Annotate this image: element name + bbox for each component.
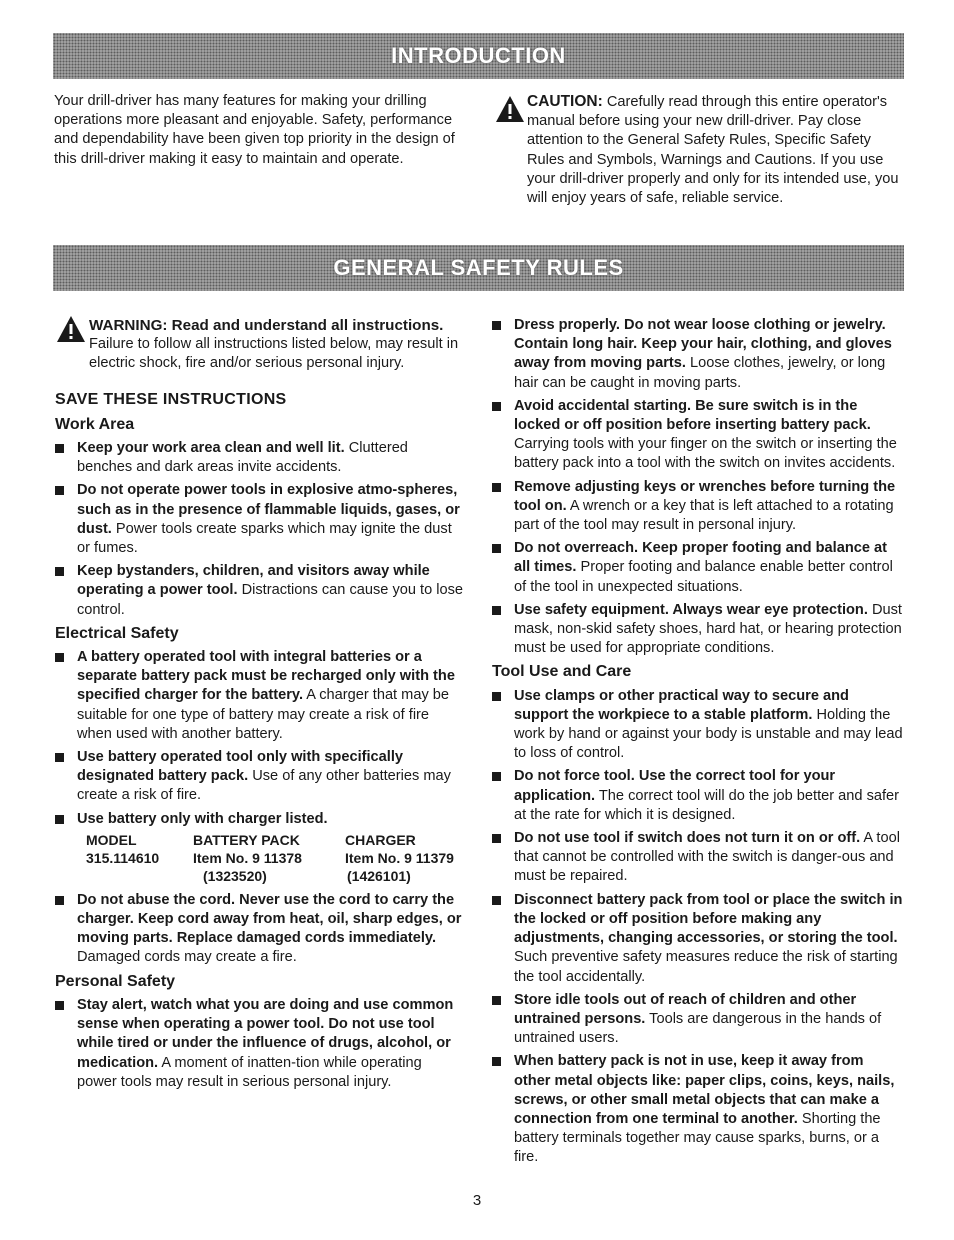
general-safety-rules-title: GENERAL SAFETY RULES <box>333 255 624 280</box>
introduction-title: INTRODUCTION <box>391 43 566 68</box>
table-header: CHARGER <box>345 831 416 848</box>
table-cell: (1426101) <box>347 867 411 884</box>
personal-safety-heading: Personal Safety <box>55 972 176 990</box>
caution-text: Carefully read through this entire operator's manual before using your new drill-driver. Pay close attention to the General Safety Rules, Specific Safety Rules and Symbols, Warnings and Cautions. If you use your drill-driver properly and only for its intended use, you will enjoy years of safe, reliable service. <box>527 94 899 207</box>
warning-label: WARNING: Read and understand all instructions. <box>89 317 444 334</box>
save-instructions-heading: SAVE THESE INSTRUCTIONS <box>55 390 287 408</box>
list-item: Avoid accidental starting. Be sure switch is in the locked or off position before inserting battery pack. Carrying tools with your finger on the switch or inserting the battery pack into a tool with the switch on invites accidents. <box>492 397 904 474</box>
list-item: Use battery only with charger listed. <box>55 810 465 829</box>
tool-use-heading: Tool Use and Care <box>492 663 632 681</box>
list-item: Do not overreach. Keep proper footing and balance at all times. Proper footing and balance enable better control of the tool in unexpected situations. <box>492 539 904 597</box>
work-area-heading: Work Area <box>55 415 135 433</box>
caution-label: CAUTION: <box>527 93 603 110</box>
table-cell: Item No. 9 11379 <box>345 849 454 866</box>
general-safety-rules-banner <box>53 245 904 291</box>
warning-text: Failure to follow all instructions listed below, may result in electric shock, fire and/or serious personal injury. <box>89 336 459 372</box>
list-item: Keep your work area clean and well lit. Cluttered benches and dark areas invite accidents. <box>55 439 465 477</box>
list-item: Use clamps or other practical way to secure and support the workpiece to a stable platform. Holding the work by hand or against your body is unstable and may lead to loss of control. <box>492 687 904 764</box>
list-item: Remove adjusting keys or wrenches before turning the tool on. A wrench or a key that is left attached to a rotating part of the tool may result in personal injury. <box>492 478 904 536</box>
list-item: Keep bystanders, children, and visitors away while operating a power tool. Distractions can cause you to lose control. <box>55 562 465 620</box>
warning-triangle-icon <box>55 314 87 344</box>
list-item: Do not operate power tools in explosive atmo-spheres, such as in the presence of flammable liquids, gases, or dust. Power tools create sparks which may ignite the dust or fumes. <box>55 481 465 558</box>
list-item: Dress properly. Do not wear loose clothing or jewelry. Contain long hair. Keep your hair, clothing, and gloves away from moving parts. Loose clothes, jewelry, or long hair can be caught in moving parts. <box>492 316 904 393</box>
intro-text: Your drill-driver has many features for making your drilling operations more pleasant and enjoyable. Safety, performance and dependability have been given top priority in the design of this drill-driver making it easy to maintain and operate. <box>54 93 455 167</box>
left-column <box>55 316 465 1096</box>
list-item: Do not abuse the cord. Never use the cord to carry the charger. Keep cord away from heat, oil, sharp edges, or moving parts. Replace damaged cords immediately. Damaged cords may create a fire. <box>55 891 465 968</box>
list-item: Do not force tool. Use the correct tool for your application. The correct tool will do the job better and safer at the rate for which it is designed. <box>492 767 904 825</box>
table-cell <box>86 867 193 885</box>
list-item: Use battery operated tool only with specifically designated battery pack. Use of any other batteries may create a risk of fire. <box>55 748 465 806</box>
list-item: Stay alert, watch what you are doing and use common sense when operating a power tool. Do not use tool while tired or under the influence of drugs, alcohol, or medication. A moment of inatten-tion while operating power tools may result in serious personal injury. <box>55 996 465 1092</box>
warning-triangle-icon <box>494 94 526 124</box>
charger-table <box>86 831 465 885</box>
intro-paragraph <box>54 92 474 169</box>
list-item: When battery pack is not in use, keep it away from other metal objects like: paper clips, coins, keys, nails, screws, or other small metal objects that can make a connection from one terminal to another. Shorting the battery terminals together may cause sparks, burns, or a fire. <box>492 1052 904 1167</box>
table-cell: 315.114610 <box>86 849 160 866</box>
right-column <box>492 316 904 1172</box>
list-item: A battery operated tool with integral batteries or a separate battery pack must be recharged only with the specified charger for the battery. A charger that may be suitable for one type of battery may create a risk of fire when used with another battery. <box>55 648 465 744</box>
list-item: Use safety equipment. Always wear eye protection. Dust mask, non-skid safety shoes, hard hat, or hearing protection must be used for appropriate conditions. <box>492 601 904 659</box>
table-cell: Item No. 9 11378 <box>193 849 302 866</box>
introduction-banner <box>53 33 904 79</box>
list-item: Do not use tool if switch does not turn it on or off. A tool that cannot be controlled with the switch is danger-ous and must be repaired. <box>492 829 904 887</box>
caution-block <box>494 92 906 208</box>
warning-block <box>55 316 465 374</box>
list-item: Store idle tools out of reach of children and other untrained persons. Tools are dangerous in the hands of untrained users. <box>492 991 904 1049</box>
page-number: 3 <box>472 1192 482 1209</box>
list-item: Disconnect battery pack from tool or place the switch in the locked or off position before making any adjustments, changing accessories, or storing the tool. Such preventive safety measures reduce the risk of starting the tool accidentally. <box>492 891 904 987</box>
table-cell: (1323520) <box>203 867 267 884</box>
electrical-safety-heading: Electrical Safety <box>55 624 179 642</box>
table-header: BATTERY PACK <box>193 831 300 848</box>
table-header: MODEL <box>86 831 137 848</box>
